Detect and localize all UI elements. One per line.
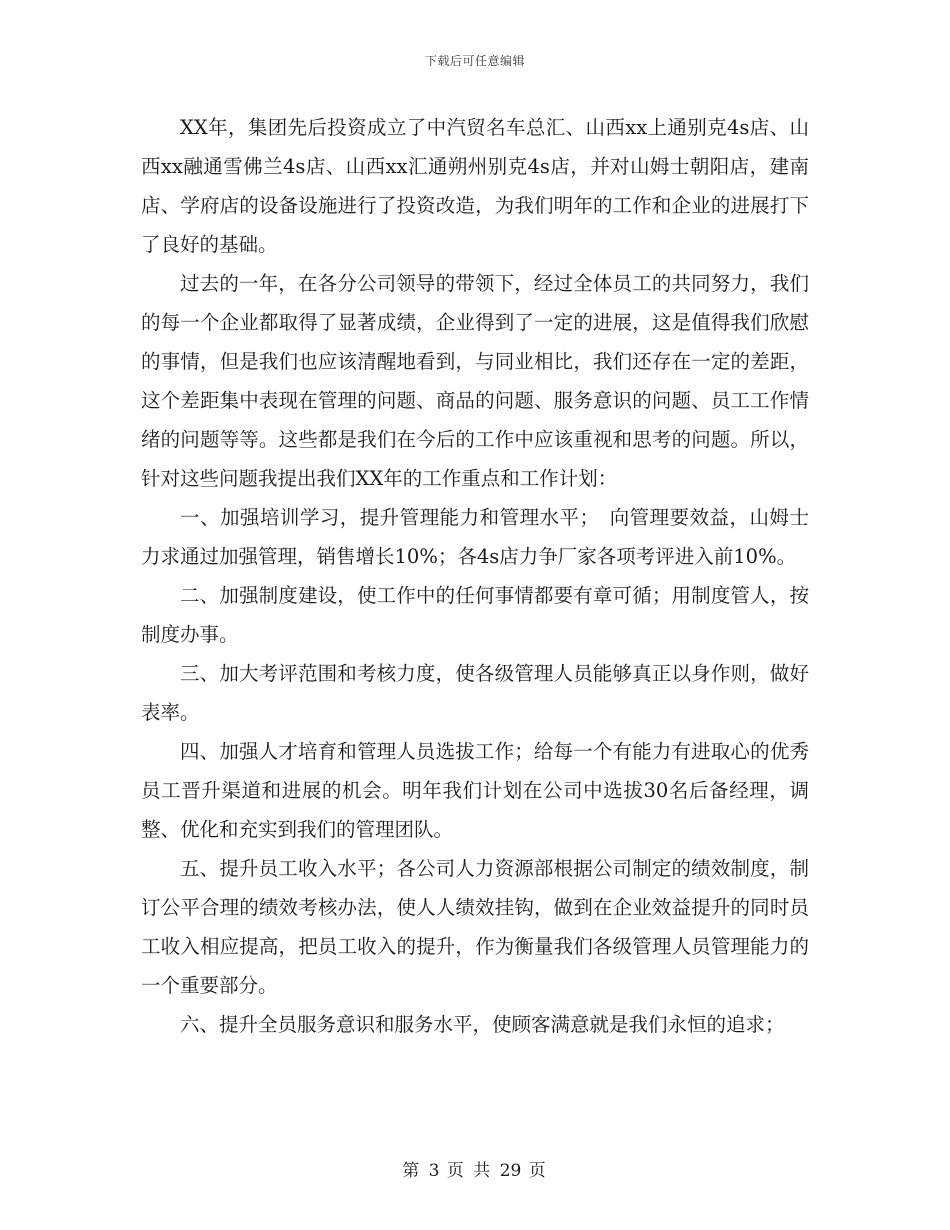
paragraph-item-5: 五、提升员工收入水平；各公司人力资源部根据公司制定的绩效制度，制订公平合理的绩效考核办法，使人人绩效挂钩，做到在企业效益提升的同时员工收入相应提高，把员工收入的提升，作为衡量我们各级管理人员管理能力的一个重要部分。 [141, 857, 809, 997]
page-footer [0, 1156, 950, 1181]
paragraph-item-2: 二、加强制度建设，使工作中的任何事情都要有章可循；用制度管人，按制度办事。 [141, 584, 809, 646]
footer-suffix: 页 [528, 1161, 548, 1181]
paragraph-item-3: 三、加大考评范围和考核力度，使各级管理人员能够真正以身作则，做好表率。 [141, 662, 809, 724]
page-header: 下载后可任意编辑 [424, 54, 525, 68]
footer-current-page: 3 [428, 1161, 440, 1181]
paragraph-item-6: 六、提升全员服务意识和服务水平，使顾客满意就是我们永恒的追求； [180, 1013, 785, 1036]
paragraph-investments: XX年，集团先后投资成立了中汽贸名车总汇、山西xx上通别克4s店、山西xx融通雪佛兰4s店、山西xx汇通朔州别克4s店，并对山姆士朝阳店，建南店、学府店的设备设施进行了投资改造，为我们明年的工作和企业的进展打下了良好的基础。 [141, 116, 809, 256]
footer-middle: 页 共 [446, 1161, 493, 1181]
paragraph-item-1: 一、加强培训学习，提升管理能力和管理水平； 向管理要效益，山姆士力求通过加强管理，销售增长10%；各4s店力争厂家各项考评进入前10%。 [141, 506, 809, 568]
paragraph-item-4: 四、加强人才培育和管理人员选拔工作；给每一个有能力有进取心的优秀员工晋升渠道和进展的机会。明年我们计划在公司中选拔30名后备经理，调整、优化和充实到我们的管理团队。 [141, 740, 809, 841]
document-body [141, 108, 809, 1044]
footer-prefix: 第 [402, 1161, 422, 1181]
footer-total-pages: 29 [499, 1161, 522, 1181]
paragraph-review: 过去的一年，在各分公司领导的带领下，经过全体员工的共同努力，我们的每一个企业都取得了显著成绩，企业得到了一定的进展，这是值得我们欣慰的事情，但是我们也应该清醒地看到，与同业相比，我们还存在一定的差距，这个差距集中表现在管理的问题、商品的问题、服务意识的问题、员工工作情绪的问题等等。这些都是我们在今后的工作中应该重视和思考的问题。所以，针对这些问题我提出我们XX年的工作重点和工作计划： [141, 272, 809, 490]
